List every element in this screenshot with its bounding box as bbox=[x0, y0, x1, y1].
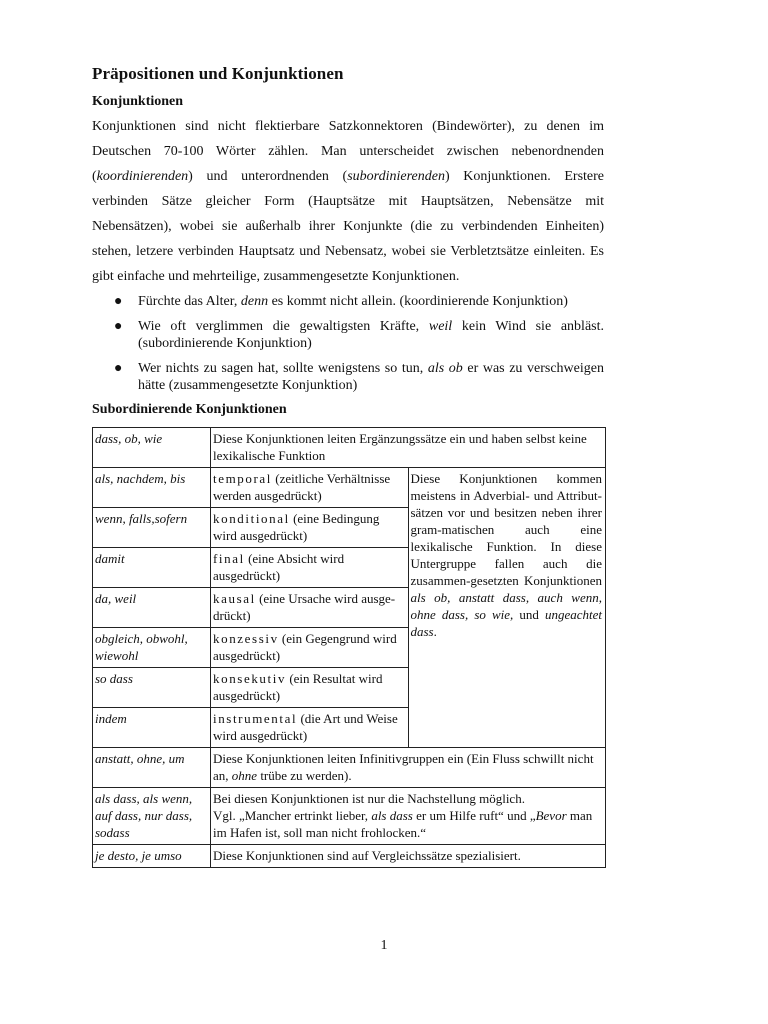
document-page bbox=[92, 64, 604, 868]
conjunction-cell: als dass, als wenn, auf dass, nur dass, sodass bbox=[93, 788, 211, 845]
table-row bbox=[93, 788, 606, 845]
example-text: Wer nichts zu sagen hat, sollte wenigstens so tun, bbox=[138, 361, 428, 376]
side-note-examples: ungeachtet dass bbox=[410, 607, 603, 639]
conjunction-cell: so dass bbox=[93, 668, 211, 708]
semantic-term: instrumental bbox=[213, 711, 298, 726]
description-keyword: als dass bbox=[371, 808, 413, 823]
description-keyword: ohne bbox=[231, 768, 258, 783]
description-text: Diese Konjunktionen leiten Infinitivgruppen ein (Ein Fluss schwillt nicht an, bbox=[213, 751, 594, 783]
description-cell bbox=[211, 588, 409, 628]
table-row bbox=[93, 748, 606, 788]
description-text: er um Hilfe ruft“ und „ bbox=[412, 808, 536, 823]
example-item bbox=[92, 318, 604, 352]
semantic-term: konzessiv bbox=[213, 631, 279, 646]
side-note-examples: als ob, anstatt dass, auch wenn, ohne dass, so wie, bbox=[410, 590, 602, 622]
table-row bbox=[93, 468, 606, 508]
conjunction-cell: obgleich, obwohl, wiewohl bbox=[93, 628, 211, 668]
description-cell bbox=[211, 468, 409, 508]
description-text: Bei diesen Konjunktionen ist nur die Nachstellung möglich. bbox=[213, 791, 525, 806]
side-note-text: . bbox=[433, 624, 437, 639]
example-item bbox=[92, 293, 604, 310]
table-row bbox=[93, 845, 606, 868]
semantic-desc: (eine Absicht wird ausgedrückt) bbox=[213, 551, 345, 583]
semantic-desc: (zeitliche Verhältnisse werden ausgedrückt) bbox=[213, 471, 391, 503]
semantic-desc: (ein Resultat wird ausgedrückt) bbox=[213, 671, 383, 703]
intro-text-1: Konjunktionen sind nicht flektierbare Satzkonnektoren (Bindewörter), zu denen im Deutschen 70-100 Wörter zählen. Man unterscheidet zwischen nebenordnenden ( bbox=[92, 119, 604, 184]
intro-italic-2: subordinierenden bbox=[347, 169, 445, 184]
bullet-icon: ● bbox=[114, 294, 123, 309]
conjunction-cell: wenn, falls,sofern bbox=[93, 508, 211, 548]
semantic-term: kausal bbox=[213, 591, 256, 606]
side-note-text: und bbox=[513, 607, 545, 622]
example-text: er was zu verschweigen hätte (zusammengesetzte Konjunktion) bbox=[138, 361, 604, 393]
description-cell bbox=[211, 748, 606, 788]
example-item bbox=[92, 360, 604, 394]
description-text: Vgl. „Mancher ertrinkt lieber, bbox=[213, 808, 372, 823]
semantic-desc: (die Art und Weise wird ausgedrückt) bbox=[213, 711, 398, 743]
description-text: man im Hafen ist, soll man nicht frohlocken.“ bbox=[213, 808, 593, 840]
example-keyword: als ob bbox=[427, 361, 463, 376]
intro-text-3: ) Konjunktionen. Erstere verbinden Sätze gleicher Form (Hauptsätze mit Hauptsätzen, Nebensätze mit Nebensätzen), wobei sie außerhalb ihrer Konjunkte (die zu verbindenden Einheiten) stehen, letzere verbinden Hauptsatz und Nebensatz, wobei sie Verbletztsätze einleiten. Es gibt einfache und mehrteilige, zusammengesetzte Konjunktionen. bbox=[92, 169, 604, 284]
conjunction-table bbox=[92, 427, 606, 868]
page-number: 1 bbox=[380, 938, 388, 953]
semantic-term: konsekutiv bbox=[213, 671, 287, 686]
bullet-icon: ● bbox=[114, 319, 123, 334]
example-keyword: weil bbox=[428, 319, 453, 334]
semantic-term: konditional bbox=[213, 511, 290, 526]
side-note-cell bbox=[408, 468, 606, 748]
intro-text-2: ) und unterordnenden ( bbox=[188, 169, 348, 184]
example-text: kein Wind sie anbläst. (subordinierende Konjunktion) bbox=[138, 319, 604, 351]
page-title: Präpositionen und Konjunktionen bbox=[92, 64, 344, 83]
intro-italic-1: koordinierenden bbox=[96, 169, 189, 184]
description-cell: Diese Konjunktionen sind auf Vergleichssätze spezialisiert. bbox=[211, 845, 606, 868]
example-text: Fürchte das Alter, bbox=[138, 294, 241, 309]
side-note-text: Diese Konjunktionen kommen meistens in Adverbial- und Attribut-sätzen vor und besitzen neben ihrer gram-matischen auch eine lexikalische Funktion. In diese Untergruppe fallen auch die zusammen-gesetzten Konjunktionen bbox=[410, 471, 602, 588]
conjunction-cell: dass, ob, wie bbox=[93, 428, 211, 468]
description-cell bbox=[211, 548, 409, 588]
conjunction-cell: da, weil bbox=[93, 588, 211, 628]
description-cell bbox=[211, 628, 409, 668]
description-keyword: Bevor bbox=[535, 808, 567, 823]
description-cell bbox=[211, 668, 409, 708]
conjunction-cell: als, nachdem, bis bbox=[93, 468, 211, 508]
subsection-heading: Subordinierende Konjunktionen bbox=[92, 402, 287, 417]
semantic-desc: (eine Bedingung wird ausgedrückt) bbox=[213, 511, 380, 543]
intro-paragraph bbox=[92, 114, 604, 289]
description-cell bbox=[211, 708, 409, 748]
table-row bbox=[93, 428, 606, 468]
section-heading: Konjunktionen bbox=[92, 94, 184, 109]
semantic-desc: (eine Ursache wird ausge-drückt) bbox=[213, 591, 396, 623]
conjunction-cell: anstatt, ohne, um bbox=[93, 748, 211, 788]
description-cell: Diese Konjunktionen leiten Ergänzungssätze ein und haben selbst keine lexikalische Funktion bbox=[211, 428, 606, 468]
example-text: Wie oft verglimmen die gewaltigsten Kräfte, bbox=[138, 319, 429, 334]
description-cell bbox=[211, 508, 409, 548]
description-text: trübe zu werden). bbox=[257, 768, 352, 783]
bullet-icon: ● bbox=[114, 361, 123, 376]
conjunction-cell: indem bbox=[93, 708, 211, 748]
semantic-desc: (ein Gegengrund wird ausgedrückt) bbox=[213, 631, 397, 663]
semantic-term: final bbox=[213, 551, 245, 566]
example-keyword: denn bbox=[240, 294, 269, 309]
description-cell bbox=[211, 788, 606, 845]
conjunction-cell: damit bbox=[93, 548, 211, 588]
example-text: es kommt nicht allein. (koordinierende Konjunktion) bbox=[268, 294, 568, 309]
conjunction-cell: je desto, je umso bbox=[93, 845, 211, 868]
example-list bbox=[92, 293, 604, 394]
semantic-term: temporal bbox=[213, 471, 273, 486]
